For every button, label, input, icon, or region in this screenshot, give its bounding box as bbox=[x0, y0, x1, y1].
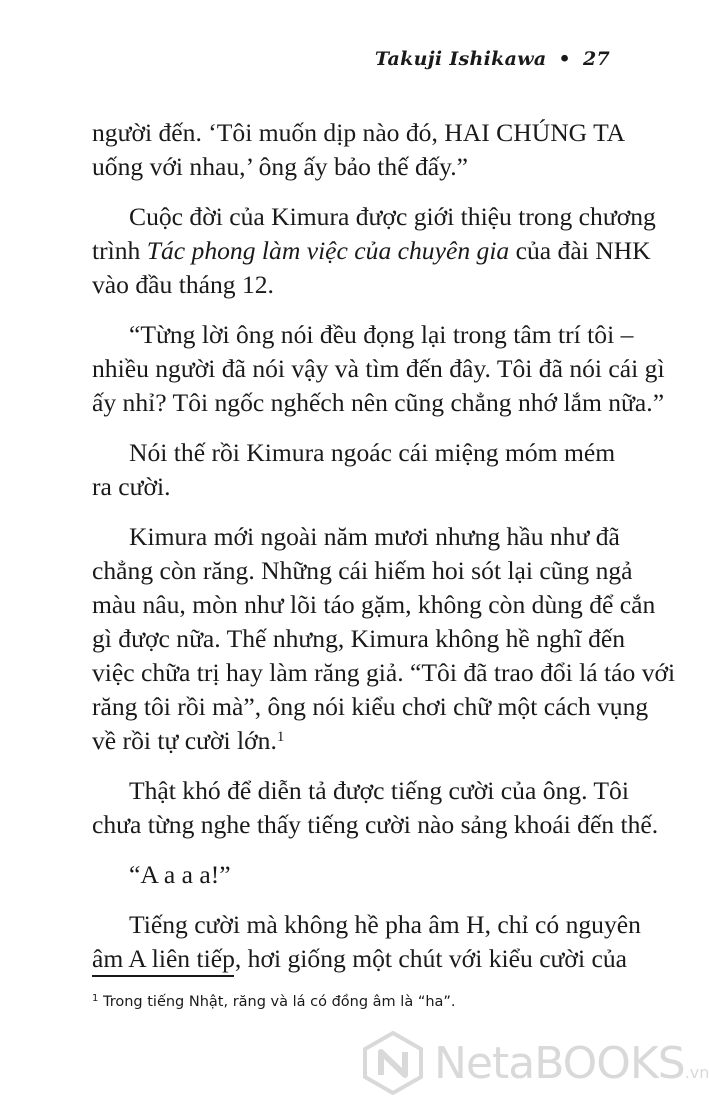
text-fragment: trình bbox=[92, 236, 147, 265]
page-number: 27 bbox=[582, 48, 610, 70]
footnote-divider bbox=[92, 975, 234, 977]
text-line: Tiếng cười mà không hề pha âm H, chỉ có nguyên bbox=[129, 910, 641, 939]
text-line: Thật khó để diễn tả được tiếng cười của ông. Tôi bbox=[129, 776, 629, 805]
footnote-marker: 1 bbox=[92, 993, 99, 1004]
text-line: “A a a a!” bbox=[129, 860, 231, 889]
paragraph-3 bbox=[92, 318, 665, 420]
watermark-brand: NetaBOOKS bbox=[434, 1038, 685, 1089]
program-title: Tác phong làm việc của chuyên gia bbox=[146, 236, 510, 265]
body-text bbox=[92, 116, 676, 992]
text-line: vào đầu tháng 12. bbox=[92, 270, 274, 299]
netabooks-logo-icon bbox=[360, 1030, 426, 1096]
text-line bbox=[92, 724, 622, 758]
text-fragment: về rồi tự cười lớn. bbox=[92, 726, 277, 755]
paragraph-6 bbox=[92, 774, 659, 842]
text-line: ra cười. bbox=[92, 472, 171, 501]
text-line: người đến. ‘Tôi muốn dịp nào đó, HAI CHÚNG TA bbox=[92, 118, 626, 147]
footnote-text: Trong tiếng Nhật, răng và lá có đồng âm là “ha”. bbox=[98, 994, 456, 1010]
paragraph-1 bbox=[92, 116, 626, 184]
paragraph-2 bbox=[92, 200, 656, 302]
watermark bbox=[360, 1030, 709, 1096]
watermark-suffix: .vn bbox=[684, 1063, 709, 1082]
header-title: Takuji Ishikawa bbox=[374, 48, 547, 70]
text-line: việc chữa trị hay làm răng giả. “Tôi đã trao đổi lá táo với bbox=[92, 658, 676, 687]
text-line: gì được nữa. Thế nhưng, Kimura không hề nghĩ đến bbox=[92, 624, 626, 653]
text-line: chẳng còn răng. Những cái hiếm hoi sót lại cũng ngả bbox=[92, 556, 633, 585]
text-line bbox=[92, 234, 651, 268]
paragraph-4 bbox=[92, 436, 622, 504]
footnote bbox=[92, 994, 456, 1010]
text-line: ấy nhỉ? Tôi ngốc nghếch nên cũng chẳng nhớ lắm nữa.” bbox=[92, 388, 665, 417]
text-line: Nói thế rồi Kimura ngoác cái miệng móm mém bbox=[129, 438, 616, 467]
footnote-reference[interactable]: 1 bbox=[276, 729, 285, 745]
text-line: màu nâu, mòn như lõi táo gặm, không còn dùng để cắn bbox=[92, 590, 656, 619]
text-line: âm A liên tiếp, hơi giống một chút với kiểu cười của bbox=[92, 944, 627, 973]
text-line: răng tôi rồi mà”, ông nói kiểu chơi chữ một cách vụng bbox=[92, 692, 649, 721]
running-header bbox=[375, 48, 610, 70]
watermark-text bbox=[434, 1038, 709, 1089]
paragraph-7 bbox=[92, 858, 622, 892]
text-line: nhiều người đã nói vậy và tìm đến đây. Tôi đã nói cái gì bbox=[92, 354, 665, 383]
text-line: chưa từng nghe thấy tiếng cười nào sảng khoái đến thế. bbox=[92, 810, 659, 839]
text-fragment: của đài NHK bbox=[509, 236, 651, 265]
text-line: “Từng lời ông nói đều đọng lại trong tâm trí tôi – bbox=[129, 320, 634, 349]
paragraph-8 bbox=[92, 908, 641, 976]
text-line: uống với nhau,’ ông ấy bảo thế đấy.” bbox=[92, 152, 469, 181]
text-line: Kimura mới ngoài năm mươi nhưng hầu như đã bbox=[129, 522, 620, 551]
text-line: Cuộc đời của Kimura được giới thiệu trong chương bbox=[129, 202, 656, 231]
paragraph-5 bbox=[92, 520, 676, 758]
header-separator: • bbox=[558, 48, 571, 70]
